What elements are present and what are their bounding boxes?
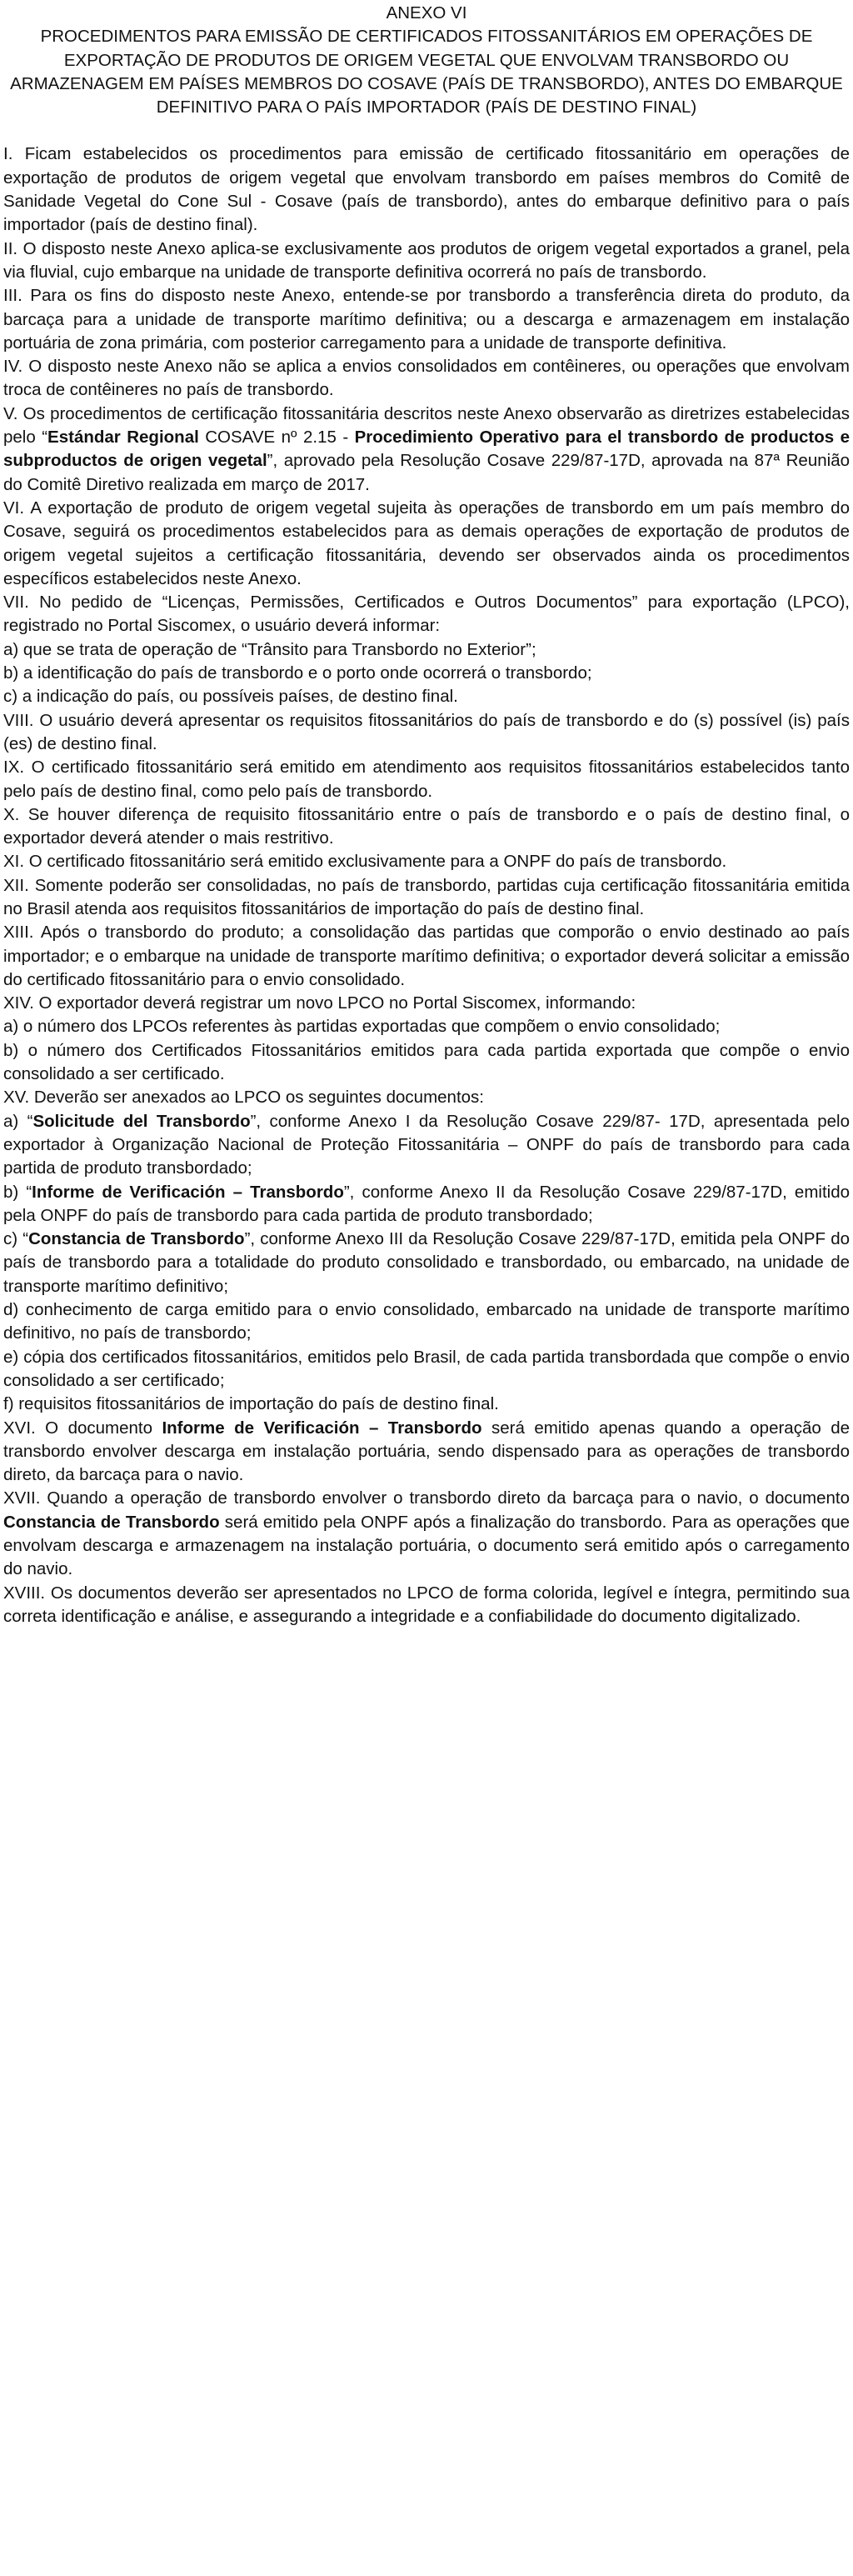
paragraph-v-text-3: ”, aprovado pela Resolução Cosave 229/87-17D, aprovada na 87ª Reunião do Comitê Diretivo realizada em março de 2017. (3, 451, 850, 494)
paragraph-xi: XI. O certificado fitossanitário será emitido exclusivamente para a ONPF do país de transbordo. (3, 852, 727, 872)
paragraph-xviii: XVIII. Os documentos deverão ser apresentados no LPCO de forma colorida, legível e íntegra, permitindo sua correta identificação e análise, e assegurando a integridade e a confiabilidade do documento digitalizado. (3, 1583, 850, 1626)
paragraph-xv-a (3, 1110, 850, 1181)
paragraph-xvi (3, 1417, 850, 1488)
paragraph-viii: VIII. O usuário deverá apresentar os requisitos fitossanitários do país de transbordo e do (s) possível (is) país (es) de destino final. (3, 710, 850, 753)
paragraph-vii: VII. No pedido de “Licenças, Permissões, Certificados e Outros Documentos” para exportação (LPCO), registrado no Portal Siscomex, o usuário deverá informar: (3, 593, 850, 636)
procedure-title: Procedimiento Operativo para el transbordo de productos e subproductos de origen vegetal (3, 428, 851, 471)
paragraph-i: I. Ficam estabelecidos os procedimentos para emissão de certificado fitossanitário em operações de exportação de produtos de origem vegetal que envolvam transbordo em países membros do Comitê de Sanidade Vegetal do Cone Sul - Cosave (país de transbordo), antes do embarque definitivo para o país importador (país de destino final). (3, 144, 850, 235)
paragraph-x: X. Se houver diferença de requisito fitossanitário entre o país de transbordo e o país de destino final, o exportador deverá atender o mais restritivo. (3, 804, 850, 848)
paragraph-xv-c (3, 1228, 850, 1298)
paragraph-xv-f: f) requisitos fitossanitários de importação do país de destino final. (3, 1394, 499, 1414)
paragraph-vii-b: b) a identificação do país de transbordo e o porto onde ocorrerá o transbordo; (3, 663, 592, 683)
paragraph-xv-e: e) cópia dos certificados fitossanitários, emitidos pelo Brasil, de cada partida transbordada que compõe o envio consolidado a ser certificado; (3, 1347, 850, 1390)
paragraph-xv-c-text: ”, conforme Anexo III da Resolução Cosave 229/87-17D, emitida pela ONPF do país de transbordo para a totalidade do produto consolidado e transbordado, ou embarcado, na unidade de transporte marítimo definitivo; (3, 1229, 851, 1296)
standard-name: Estándar Regional (47, 428, 199, 448)
paragraph-xv-b-prefix: b) “ (3, 1182, 32, 1202)
constancia-title: Constancia de Transbordo (28, 1229, 245, 1249)
paragraph-ii: II. O disposto neste Anexo aplica-se exclusivamente aos produtos de origem vegetal exportados a granel, pela via fluvial, cujo embarque na unidade de transporte definitiva ocorrerá no país de transbordo. (3, 238, 850, 282)
document-title: PROCEDIMENTOS PARA EMISSÃO DE CERTIFICADOS FITOSSANITÁRIOS EM OPERAÇÕES DE EXPORTAÇÃO DE PRODUTOS DE ORIGEM VEGETAL QUE ENVOLVAM TRANSBORDO OU ARMAZENAGEM EM PAÍSES MEMBROS DO COSAVE (PAÍS DE TRANSBORDO), ANTES DO EMBARQUE DEFINITIVO PARA O PAÍS IMPORTADOR (PAÍS DE DESTINO FINAL) (10, 27, 843, 118)
paragraph-xvii-text-1: XVII. Quando a operação de transbordo envolver o transbordo direto da barcaça para o navio, o documento (3, 1488, 850, 1508)
document-body (3, 143, 850, 1628)
paragraph-xii: XII. Somente poderão ser consolidadas, no país de transbordo, partidas cuja certificação fitossanitária emitida no Brasil atenda aos requisitos fitossanitários de importação do país de destino final. (3, 875, 850, 918)
paragraph-xiv-a: a) o número dos LPCOs referentes às partidas exportadas que compõem o envio consolidado; (3, 1017, 721, 1037)
paragraph-xiii: XIII. Após o transbordo do produto; a consolidação das partidas que comporão o envio destinado ao país importador; e o embarque na unidade de transporte marítimo definitiva; o exportador deverá solicitar a emissão do certificado fitossanitário para o envio consolidado. (3, 923, 850, 989)
paragraph-xvii (3, 1487, 850, 1581)
paragraph-iv: IV. O disposto neste Anexo não se aplica a envios consolidados em contêineres, ou operações que envolvam troca de contêineres no país de transbordo. (3, 357, 850, 400)
paragraph-vii-a: a) que se trata de operação de “Trânsito para Transbordo no Exterior”; (3, 639, 536, 659)
paragraph-xvi-text-2: será emitido apenas quando a operação de transbordo envolver descarga em instalação portuária, sendo dispensado para as operações de transbordo direto, da barcaça para o navio. (3, 1418, 851, 1485)
paragraph-iii: III. Para os fins do disposto neste Anexo, entende-se por transbordo a transferência direta do produto, da barcaça para a unidade de transporte marítimo definitiva; ou a descarga e armazenagem em instalação portuária de zona primária, com posterior carregamento para a unidade de transporte definitiva. (3, 286, 850, 353)
paragraph-ix: IX. O certificado fitossanitário será emitido em atendimento aos requisitos fitossanitários estabelecidos tanto pelo país de destino final, como pelo país de transbordo. (3, 758, 850, 801)
informe-reference: Informe de Verificación – Transbordo (162, 1418, 482, 1438)
informe-title: Informe de Verificación – Transbordo (32, 1182, 344, 1202)
paragraph-xvii-text-2: será emitido pela ONPF após a finalização do transbordo. Para as operações que envolvam descarga e armazenagem na instalação portuária, o documento será emitido após o carregamento do navio. (3, 1512, 850, 1579)
paragraph-v-text-1: V. Os procedimentos de certificação fitossanitária descritos neste Anexo observarão as diretrizes estabelecidas pelo “ (3, 403, 850, 448)
solicitude-title: Solicitude del Transbordo (32, 1111, 251, 1131)
paragraph-vi: VI. A exportação de produto de origem vegetal sujeita às operações de transbordo em um país membro do Cosave, seguirá os procedimentos estabelecidos para as demais operações de exportação de produtos de origem vegetal sujeitos a certificação fitossanitária, devendo ser observados ainda os procedimentos específicos estabelecidos neste Anexo. (3, 498, 850, 588)
paragraph-xv-a-prefix: a) “ (3, 1111, 33, 1131)
paragraph-vii-c: c) a indicação do país, ou possíveis países, de destino final. (3, 687, 458, 707)
paragraph-v (3, 403, 850, 497)
paragraph-xv-b-text: ”, conforme Anexo II da Resolução Cosave 229/87-17D, emitido pela ONPF do país de transbordo para cada partida de produto transbordado; (3, 1182, 851, 1225)
paragraph-xv-b (3, 1181, 850, 1228)
paragraph-xv-c-prefix: c) “ (3, 1229, 29, 1249)
paragraph-xv: XV. Deverão ser anexados ao LPCO os seguintes documentos: (3, 1088, 485, 1108)
paragraph-xiv-b: b) o número dos Certificados Fitossanitários emitidos para cada partida exportada que compõe o envio consolidado a ser certificado. (3, 1040, 850, 1084)
paragraph-v-text-2: COSAVE nº 2.15 - (198, 428, 355, 448)
constancia-reference: Constancia de Transbordo (3, 1512, 220, 1532)
paragraph-xv-d: d) conhecimento de carga emitido para o envio consolidado, embarcado na unidade de transporte marítimo definitivo, no país de transbordo; (3, 1300, 850, 1343)
paragraph-xvi-text-1: XVI. O documento (3, 1418, 162, 1438)
paragraph-xv-a-text: ”, conforme Anexo I da Resolução Cosave 229/87- 17D, apresentada pelo exportador à Organização Nacional de Proteção Fitossanitária – ONPF do país de transbordo para cada partida de produto transbordado; (3, 1111, 850, 1178)
document-header (3, 0, 850, 119)
annex-number: ANEXO VI (386, 3, 467, 23)
paragraph-xiv: XIV. O exportador deverá registrar um novo LPCO no Portal Siscomex, informando: (3, 993, 636, 1013)
